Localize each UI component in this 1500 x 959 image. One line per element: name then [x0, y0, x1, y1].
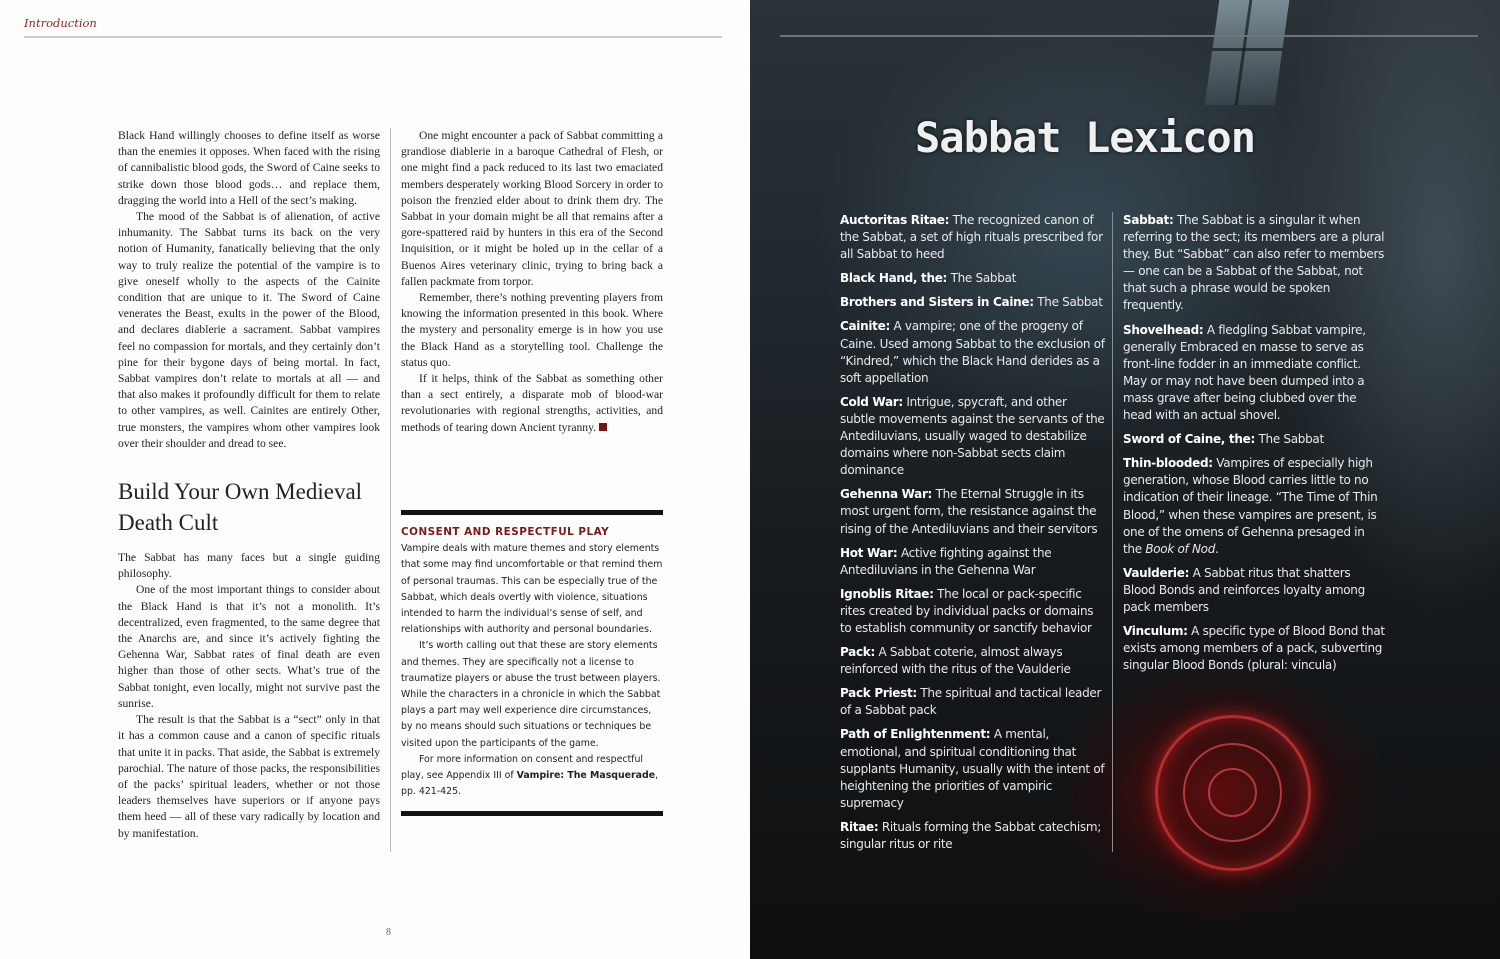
lexicon-definition: Intrigue, spycraft, and other subtle movements against the servants of the Antediluvians, usually waged to destabilize domains where non-Sabbat sects claim dominance — [840, 394, 1105, 478]
text-column-right — [401, 128, 663, 436]
page-reference: , pp. 421-425. — [401, 770, 659, 798]
page-number: 8 — [386, 927, 391, 938]
lexicon-definition: The recognized canon of the Sabbat, a set of high rituals prescribed for all Sabbat to heed — [840, 213, 1103, 262]
lexicon-entry — [840, 819, 1105, 853]
final-paragraph-text: If it helps, think of the Sabbat as something other than a sect entirely, a disparate mob of blood-war revolutionaries with regional strengths, activities, and methods of tearing down Ancient tyranny. — [401, 372, 663, 434]
lexicon-term: Path of Enlightenment: — [840, 727, 991, 742]
lexicon-entry — [840, 294, 1105, 311]
body-paragraph-final — [401, 371, 663, 436]
blood-sigil-illustration — [1155, 715, 1311, 871]
body-paragraph: The mood of the Sabbat is of alienation, of active inhumanity. The Sabbat turns its back on the very notion of Humanity, fanatically believing that the only way to truly realize the potential of the vampire is to give oneself wholly to the aspects of the Cainite condition that are unique to it. The Sword of Caine venerates the Beast, exults in the power of the Blood, and declares diablerie a sacrament. Sabbat vampires feel no compassion for mortals, and they certainly don’t pine for their bygone days of being mortal. In fact, Sabbat vampires don’t relate to mortals at all — and that also makes it profoundly difficult for them to relate to other vampires, as well. Cainites are entirely Other, true monsters, the vampires whom other vampires look over their shoulder and dread to see. — [118, 210, 380, 450]
right-page-lexicon — [750, 0, 1500, 959]
lexicon-entry — [1123, 431, 1385, 448]
lexicon-term: Auctoritas Ritae: — [840, 213, 950, 227]
lexicon-term: Sword of Caine, the: — [1123, 432, 1255, 447]
lexicon-italic-title: Book of Nod — [1145, 541, 1216, 556]
lexicon-term: Pack: — [840, 645, 875, 660]
lexicon-term: Sabbat: — [1123, 213, 1174, 227]
lexicon-entry — [840, 318, 1105, 386]
lexicon-definition: The local or pack-specific rites created by individual packs or domains to establish community or sanctify behavior — [840, 586, 1094, 635]
body-paragraph: Black Hand willingly chooses to define itself as worse than the enemies it opposes. When faced with the rising of cannibalistic blood gods, the Sword of Caine seeks to strike down those blood gods… and replace them, dragging the world into a Hell of the sect’s making. — [118, 129, 380, 207]
sidebar-top-bar — [401, 510, 663, 515]
lexicon-definition: A vampire; one of the progeny of Caine. Used among Sabbat to the exclusion of “Kindred,” which the Black Hand derides as a soft appellation — [840, 319, 1105, 385]
body-paragraph: The Sabbat has many faces but a single guiding philosophy. — [118, 551, 380, 581]
sidebar-paragraph: It’s worth calling out that these are story elements and themes. They are specifically not a license to traumatize players or abuse the trust between players. While the characters in a chronicle in which the Sabbat plays a part may well experience dire circumstances, by no means should such situations or techniques be visited upon the participants of the game. — [401, 640, 661, 749]
lexicon-entry — [840, 644, 1105, 678]
lexicon-definition: Vampires of especially high generation, whose Blood carries little to no indication of their lineage. “The Time of Thin Blood,” when these vampires are present, is one of the omens of Gehenna presaged in the — [1123, 456, 1378, 556]
lexicon-entry — [840, 726, 1105, 811]
lexicon-entry — [840, 545, 1105, 579]
lexicon-term: Cold War: — [840, 394, 903, 409]
lexicon-column-divider — [1112, 212, 1113, 852]
lexicon-entry — [1123, 212, 1385, 315]
column-divider — [390, 128, 391, 852]
section-heading: Build Your Own Medieval Death Cult — [118, 479, 363, 536]
lexicon-term: Ignoblis Ritae: — [840, 586, 934, 601]
lexicon-term: Vaulderie: — [1123, 565, 1190, 580]
lexicon-term: Thin-blooded: — [1123, 456, 1213, 471]
section-header-label: Introduction — [24, 16, 97, 30]
body-paragraph: The result is that the Sabbat is a “sect” only in that it has a common cause and a canon of specific rituals that unite it in packs. That aside, the Sabbat is extremely parochial. The nature of those packs, the responsibilities of the packs’ spiritual leaders, whether or not those leaders themselves have superiors or if anyone pays them heed — all of these vary radically by location and by manifestation. — [118, 713, 380, 840]
sidebar-paragraph-reference — [401, 752, 663, 801]
lexicon-term: Gehenna War: — [840, 487, 933, 502]
lexicon-term: Ritae: — [840, 819, 879, 834]
body-paragraph: One of the most important things to consider about the Black Hand is that it’s not a monolith. It’s decentralized, even fragmented, to the same degree that the Anarchs are, and since it’s actively fighting the Gehenna War, Sabbat rates of final death are even higher than those of other sects. What’s true of the Sabbat tonight, even locally, might not survive past the sunrise. — [118, 583, 380, 710]
lexicon-entry — [840, 685, 1105, 719]
lexicon-term: Brothers and Sisters in Caine: — [840, 295, 1034, 310]
lexicon-entry — [1123, 455, 1385, 558]
lexicon-definition: The Sabbat — [947, 271, 1016, 286]
body-paragraph: Remember, there’s nothing preventing players from knowing the information presented in this book. Where the mystery and personality emerge is in how you use the Black Hand as a storytelling tool. Challenge the status quo. — [401, 291, 663, 369]
lexicon-term: Cainite: — [840, 319, 890, 334]
lexicon-definition: A Sabbat ritus that shatters Blood Bonds and reinforces loyalty among pack members — [1123, 565, 1365, 614]
sidebar-title: CONSENT AND RESPECTFUL PLAY — [401, 526, 610, 538]
lexicon-entry — [1123, 322, 1385, 425]
book-title: Vampire: The Masquerade — [516, 770, 656, 782]
lexicon-entry — [840, 212, 1105, 263]
lexicon-definition: The spiritual and tactical leader of a Sabbat pack — [840, 686, 1102, 718]
lexicon-column-left — [840, 212, 1105, 860]
lexicon-entry — [840, 586, 1105, 637]
lexicon-term: Pack Priest: — [840, 686, 917, 701]
lexicon-term: Shovelhead: — [1123, 322, 1204, 337]
lexicon-definition: A Sabbat coterie, almost always reinforced with the ritus of the Vaulderie — [840, 645, 1071, 677]
lexicon-term: Black Hand, the: — [840, 271, 948, 286]
lexicon-entry — [840, 270, 1105, 287]
lexicon-title: Sabbat Lexicon — [915, 113, 1256, 162]
lexicon-definition-tail: . — [1215, 541, 1219, 556]
body-paragraph: One might encounter a pack of Sabbat committing a grandiose diablerie in a baroque Cathedral of Flesh, or one might find a pack reduced to its last two emaciated members desperately working Blood Sorcery in order to poison the frenzied elder about to drink them dry. The Sabbat in your domain might be all that remains after a gore-spattered raid by hunters in this era of the Second Inquisition, or it might be holed up in the cellar of a Buenos Aires veterinary clinic, trying to bring back a fallen packmate from torpor. — [401, 129, 663, 288]
cathedral-window-illustration — [1205, 0, 1290, 105]
lexicon-definition: The Sabbat — [1254, 432, 1324, 447]
lexicon-definition: Active fighting against the Antediluvians in the Gehenna War — [840, 545, 1052, 577]
consent-sidebar — [401, 510, 663, 816]
lexicon-definition: The Sabbat — [1033, 295, 1103, 310]
sidebar-paragraph: Vampire deals with mature themes and story elements that some may find uncomfortable or that remind them of personal traumas. This can be especially true of the Sabbat, which deals overtly with violence, situations intended to harm the individual’s sense of self, and relationships with authority and personal boundaries. — [401, 543, 663, 636]
lexicon-entry — [1123, 565, 1385, 616]
lexicon-definition: The Eternal Struggle in its most urgent form, the resistance against the rising of the Antediluvians and their servitors — [840, 487, 1098, 536]
header-rule — [24, 36, 722, 38]
lexicon-term: Vinculum: — [1123, 624, 1188, 639]
lexicon-entry — [840, 394, 1105, 479]
text-column-left — [118, 128, 380, 842]
end-mark-icon — [599, 423, 607, 431]
lexicon-column-right — [1123, 212, 1385, 681]
sidebar-bottom-bar — [401, 811, 663, 816]
lexicon-definition: The Sabbat is a singular it when referring to the sect; its members are a plural they. But “Sabbat” can also refer to members — one can be a Sabbat of the Sabbat, not that such a phrase would be spoken frequently. — [1123, 213, 1385, 313]
lexicon-definition: Rituals forming the Sabbat catechism; singular ritus or rite — [840, 819, 1101, 851]
lexicon-entry — [1123, 623, 1385, 674]
lexicon-definition: A specific type of Blood Bond that exists among members of a pack, subverting singular Blood Bonds (plural: vincula) — [1123, 624, 1385, 673]
lexicon-entry — [840, 486, 1105, 537]
header-rule-right — [780, 35, 1478, 37]
reference-text: For more information on consent and respectful play, see Appendix III of — [401, 753, 644, 782]
lexicon-definition: A fledgling Sabbat vampire, generally Embraced en masse to serve as front-line fodder in an immediate conflict. May or may not have been dumped into a mass grave after being clubbed over the head with an actual shovel. — [1123, 322, 1366, 423]
lexicon-term: Hot War: — [840, 545, 898, 560]
lexicon-definition: A mental, emotional, and spiritual conditioning that supplants Humanity, usually with the intent of heightening the priorities of vampiric supremacy — [840, 727, 1105, 810]
